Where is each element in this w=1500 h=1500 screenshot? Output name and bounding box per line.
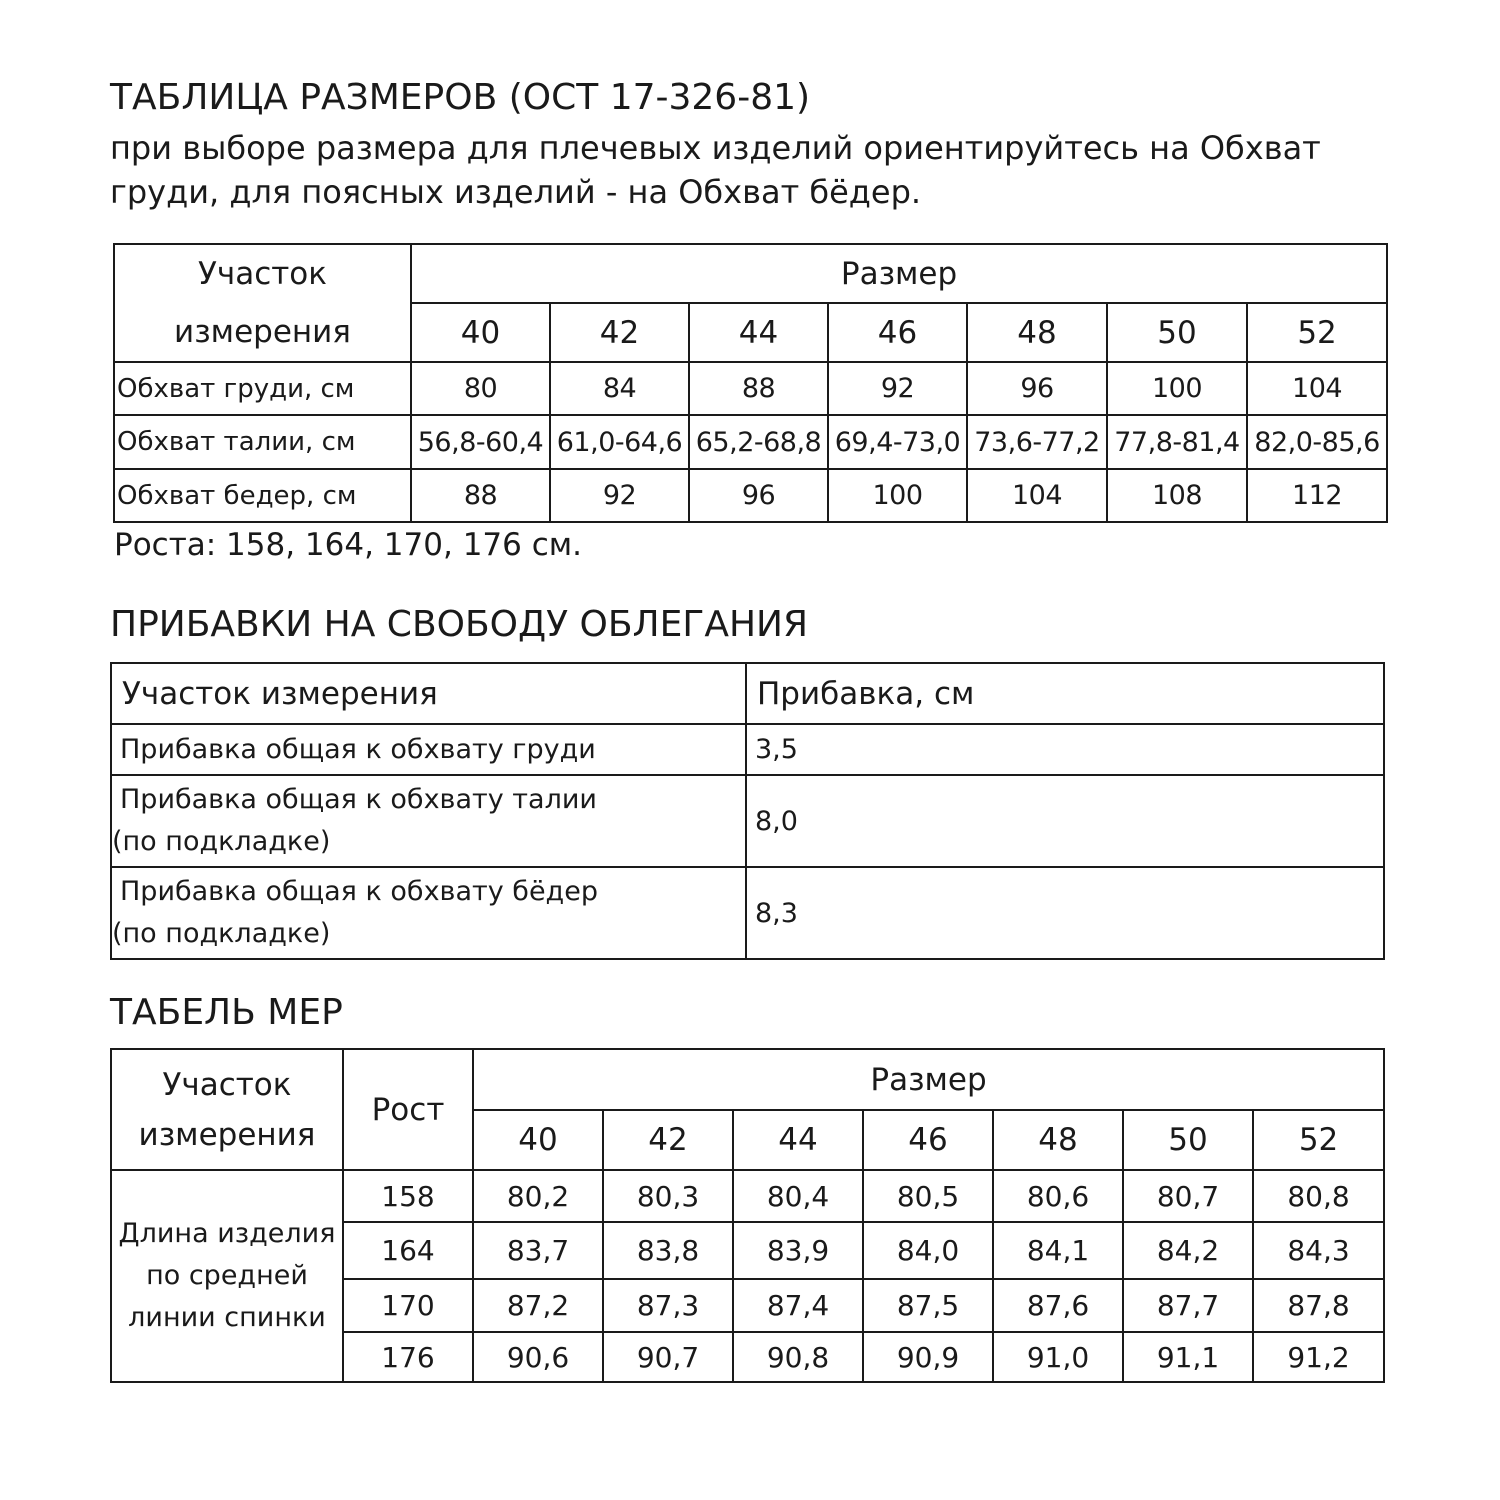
size-table-intro bbox=[110, 126, 1321, 214]
table-cell: 108 bbox=[1107, 469, 1247, 522]
size-col-header: 44 bbox=[689, 303, 828, 362]
measures-title: ТАБЕЛЬ МЕР bbox=[110, 992, 343, 1033]
table-row bbox=[111, 867, 1384, 959]
table-cell: 96 bbox=[689, 469, 828, 522]
table-cell: 104 bbox=[1247, 362, 1387, 415]
table-cell: 87,7 bbox=[1123, 1279, 1253, 1332]
table-cell: 92 bbox=[828, 362, 967, 415]
table-cell: 80,3 bbox=[603, 1170, 733, 1222]
ease-area-header: Участок измерения bbox=[111, 663, 746, 724]
size-col-header: 42 bbox=[603, 1110, 733, 1170]
height-cell: 170 bbox=[343, 1279, 473, 1332]
table-cell: 84,0 bbox=[863, 1222, 993, 1279]
size-col-header: 50 bbox=[1123, 1110, 1253, 1170]
size-col-header: 52 bbox=[1253, 1110, 1384, 1170]
measures-size-header: Размер bbox=[473, 1049, 1384, 1110]
measures-height-header: Рост bbox=[343, 1049, 473, 1170]
size-col-header: 40 bbox=[411, 303, 550, 362]
table-cell: 84,2 bbox=[1123, 1222, 1253, 1279]
table-cell: 90,6 bbox=[473, 1332, 603, 1382]
size-col-header: 44 bbox=[733, 1110, 863, 1170]
measures-table bbox=[110, 1048, 1385, 1383]
table-cell: 84,3 bbox=[1253, 1222, 1384, 1279]
row-label: Обхват бедер, см bbox=[114, 469, 411, 522]
table-row bbox=[111, 775, 1384, 867]
ease-row-value: 8,0 bbox=[746, 775, 1384, 867]
table-cell: 90,7 bbox=[603, 1332, 733, 1382]
table-cell: 91,0 bbox=[993, 1332, 1123, 1382]
size-col-header: 50 bbox=[1107, 303, 1247, 362]
measures-area-header: Участок измерения bbox=[111, 1049, 343, 1170]
table-cell: 80,2 bbox=[473, 1170, 603, 1222]
size-table bbox=[113, 243, 1388, 523]
table-cell: 65,2-68,8 bbox=[689, 415, 828, 469]
height-cell: 176 bbox=[343, 1332, 473, 1382]
table-cell: 88 bbox=[689, 362, 828, 415]
table-cell: 80 bbox=[411, 362, 550, 415]
height-cell: 164 bbox=[343, 1222, 473, 1279]
table-cell: 100 bbox=[828, 469, 967, 522]
table-cell: 80,6 bbox=[993, 1170, 1123, 1222]
ease-row-value: 3,5 bbox=[746, 724, 1384, 775]
size-col-header: 48 bbox=[967, 303, 1107, 362]
table-cell: 90,9 bbox=[863, 1332, 993, 1382]
table-row-hips bbox=[114, 469, 1387, 522]
table-cell: 112 bbox=[1247, 469, 1387, 522]
table-cell: 82,0-85,6 bbox=[1247, 415, 1387, 469]
table-cell: 100 bbox=[1107, 362, 1247, 415]
ease-row-label: Прибавка общая к обхвату груди bbox=[111, 724, 746, 775]
table-cell: 83,9 bbox=[733, 1222, 863, 1279]
ease-value-header: Прибавка, см bbox=[746, 663, 1384, 724]
table-cell: 80,7 bbox=[1123, 1170, 1253, 1222]
table-row-waist bbox=[114, 415, 1387, 469]
intro-line-1: при выборе размера для плечевых изделий ориентируйтесь на Обхват bbox=[110, 129, 1321, 167]
intro-line-2: груди, для поясных изделий - на Обхват бёдер. bbox=[110, 173, 922, 211]
table-cell: 77,8-81,4 bbox=[1107, 415, 1247, 469]
table-cell: 61,0-64,6 bbox=[550, 415, 689, 469]
row-label: Обхват талии, см bbox=[114, 415, 411, 469]
measure-label: Длина изделия по средней линии спинки bbox=[111, 1170, 343, 1382]
table-cell: 87,8 bbox=[1253, 1279, 1384, 1332]
table-cell: 92 bbox=[550, 469, 689, 522]
table-cell: 88 bbox=[411, 469, 550, 522]
table-row-chest bbox=[114, 362, 1387, 415]
table-cell: 69,4-73,0 bbox=[828, 415, 967, 469]
table-cell: 83,7 bbox=[473, 1222, 603, 1279]
table-cell: 80,8 bbox=[1253, 1170, 1384, 1222]
size-col-header: 52 bbox=[1247, 303, 1387, 362]
table-cell: 73,6-77,2 bbox=[967, 415, 1107, 469]
table-cell: 90,8 bbox=[733, 1332, 863, 1382]
table-cell: 91,2 bbox=[1253, 1332, 1384, 1382]
heights-note: Роста: 158, 164, 170, 176 см. bbox=[114, 527, 582, 563]
table-cell: 87,5 bbox=[863, 1279, 993, 1332]
table-cell: 80,4 bbox=[733, 1170, 863, 1222]
row-label: Обхват груди, см bbox=[114, 362, 411, 415]
table-cell: 91,1 bbox=[1123, 1332, 1253, 1382]
size-col-header: 46 bbox=[863, 1110, 993, 1170]
size-table-area-header: Участок измерения bbox=[114, 244, 411, 362]
size-table-title: ТАБЛИЦА РАЗМЕРОВ (ОСТ 17-326-81) bbox=[110, 77, 811, 118]
ease-row-label: Прибавка общая к обхвату талии (по подкладке) bbox=[111, 775, 746, 867]
table-cell: 96 bbox=[967, 362, 1107, 415]
table-cell: 83,8 bbox=[603, 1222, 733, 1279]
size-col-header: 40 bbox=[473, 1110, 603, 1170]
size-col-header: 48 bbox=[993, 1110, 1123, 1170]
height-cell: 158 bbox=[343, 1170, 473, 1222]
table-cell: 87,4 bbox=[733, 1279, 863, 1332]
table-row bbox=[111, 724, 1384, 775]
size-col-header: 42 bbox=[550, 303, 689, 362]
size-col-header: 46 bbox=[828, 303, 967, 362]
table-cell: 84,1 bbox=[993, 1222, 1123, 1279]
table-cell: 56,8-60,4 bbox=[411, 415, 550, 469]
table-cell: 87,6 bbox=[993, 1279, 1123, 1332]
table-cell: 84 bbox=[550, 362, 689, 415]
table-cell: 80,5 bbox=[863, 1170, 993, 1222]
size-table-size-header: Размер bbox=[411, 244, 1387, 303]
ease-row-label: Прибавка общая к обхвату бёдер (по подкладке) bbox=[111, 867, 746, 959]
table-cell: 87,2 bbox=[473, 1279, 603, 1332]
ease-title: ПРИБАВКИ НА СВОБОДУ ОБЛЕГАНИЯ bbox=[110, 604, 808, 645]
table-cell: 87,3 bbox=[603, 1279, 733, 1332]
ease-table bbox=[110, 662, 1385, 960]
table-row bbox=[111, 1170, 1384, 1222]
table-cell: 104 bbox=[967, 469, 1107, 522]
ease-row-value: 8,3 bbox=[746, 867, 1384, 959]
